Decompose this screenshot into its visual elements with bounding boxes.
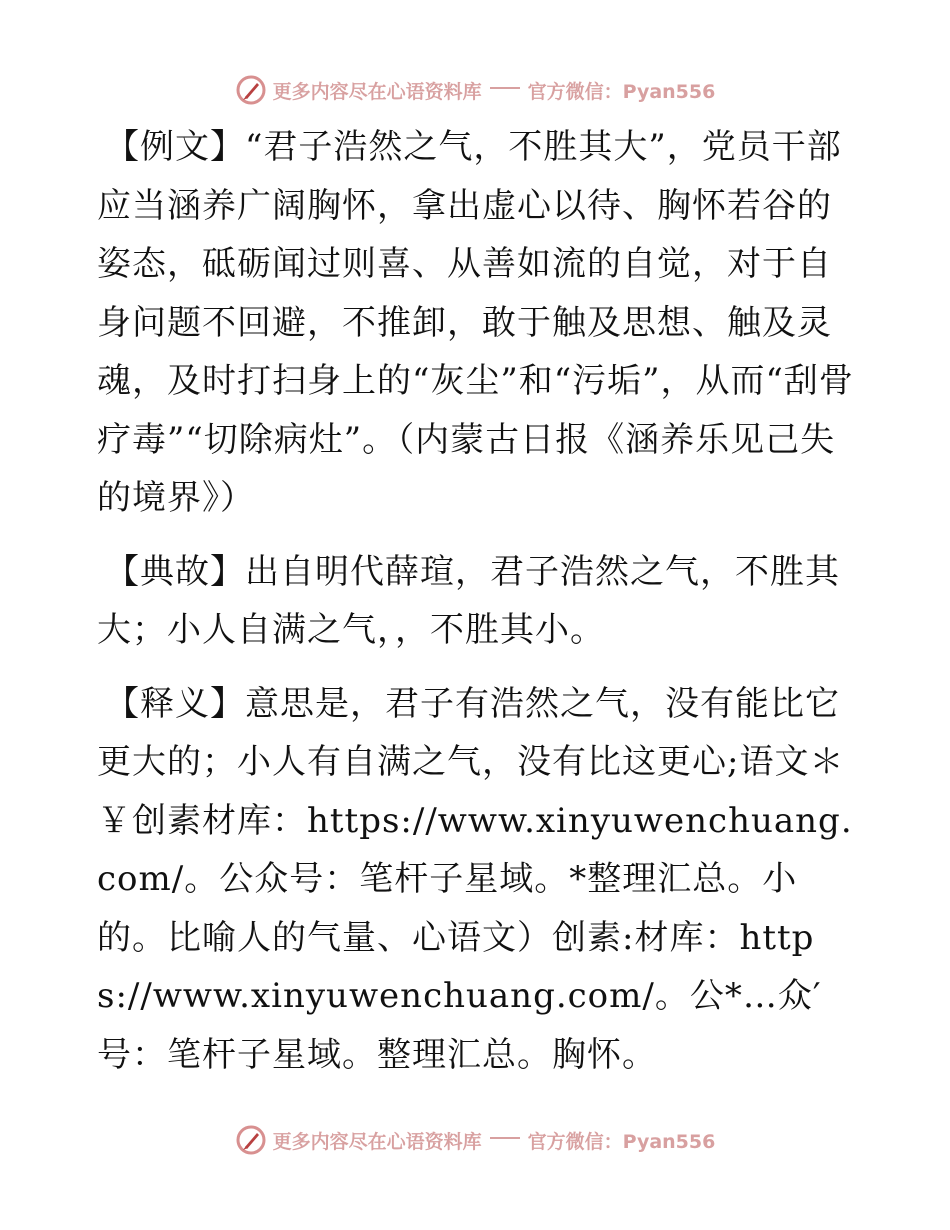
label-explanation: 【释义】: [105, 683, 245, 724]
banner-wechat-text: 官方微信：Pyan556: [527, 80, 716, 103]
footer-watermark: [0, 1122, 950, 1158]
paragraph-allusion: [97, 543, 857, 660]
label-example: 【例文】: [105, 127, 245, 167]
banner-dash: [490, 87, 520, 89]
document-body: [97, 118, 857, 1099]
banner-wechat-text: 官方微信：Pyan556: [527, 1130, 716, 1153]
paragraph-example: [97, 118, 857, 528]
quill-logo-icon: [235, 1124, 267, 1156]
label-allusion: 【典故】: [105, 551, 245, 592]
text-example: “君子浩然之气，不胜其大”，党员干部应当涵养广阔胸怀，拿出虚心以待、胸怀若谷的姿态，砥砺闻过则喜、从善如流的自觉，对于自身问题不回避，不推卸，敢于触及思想、触及灵魂，及时打扫身上的“灰尘”和“污垢”，从而“刮骨疗毒”“切除病灶”。（内蒙古日报《涵养乐见己失的境界》）: [97, 127, 854, 518]
text-explanation: 意思是，君子有浩然之气，没有能比它更大的；小人有自满之气，没有比这更心;语文＊￥创素材库：https://www.xinyuwenchuang.com/。公众号：笔杆子星域。*整理汇总。小的。比喻人的气量、心语文）创素:材库：https://www.xinyuwenchuang.com/。公*…众′号：笔杆子星域。整理汇总。胸怀。: [97, 683, 853, 1075]
quill-logo-icon: [235, 74, 267, 106]
banner-site-text: 更多内容尽在心语资料库: [272, 1130, 482, 1153]
header-watermark: [0, 72, 950, 108]
paragraph-explanation: [97, 675, 857, 1085]
text-allusion: 出自明代薛瑄，君子浩然之气，不胜其大；小人自满之气，，不胜其小。: [97, 551, 840, 650]
banner-dash: [490, 1137, 520, 1139]
banner-site-text: 更多内容尽在心语资料库: [272, 80, 482, 103]
